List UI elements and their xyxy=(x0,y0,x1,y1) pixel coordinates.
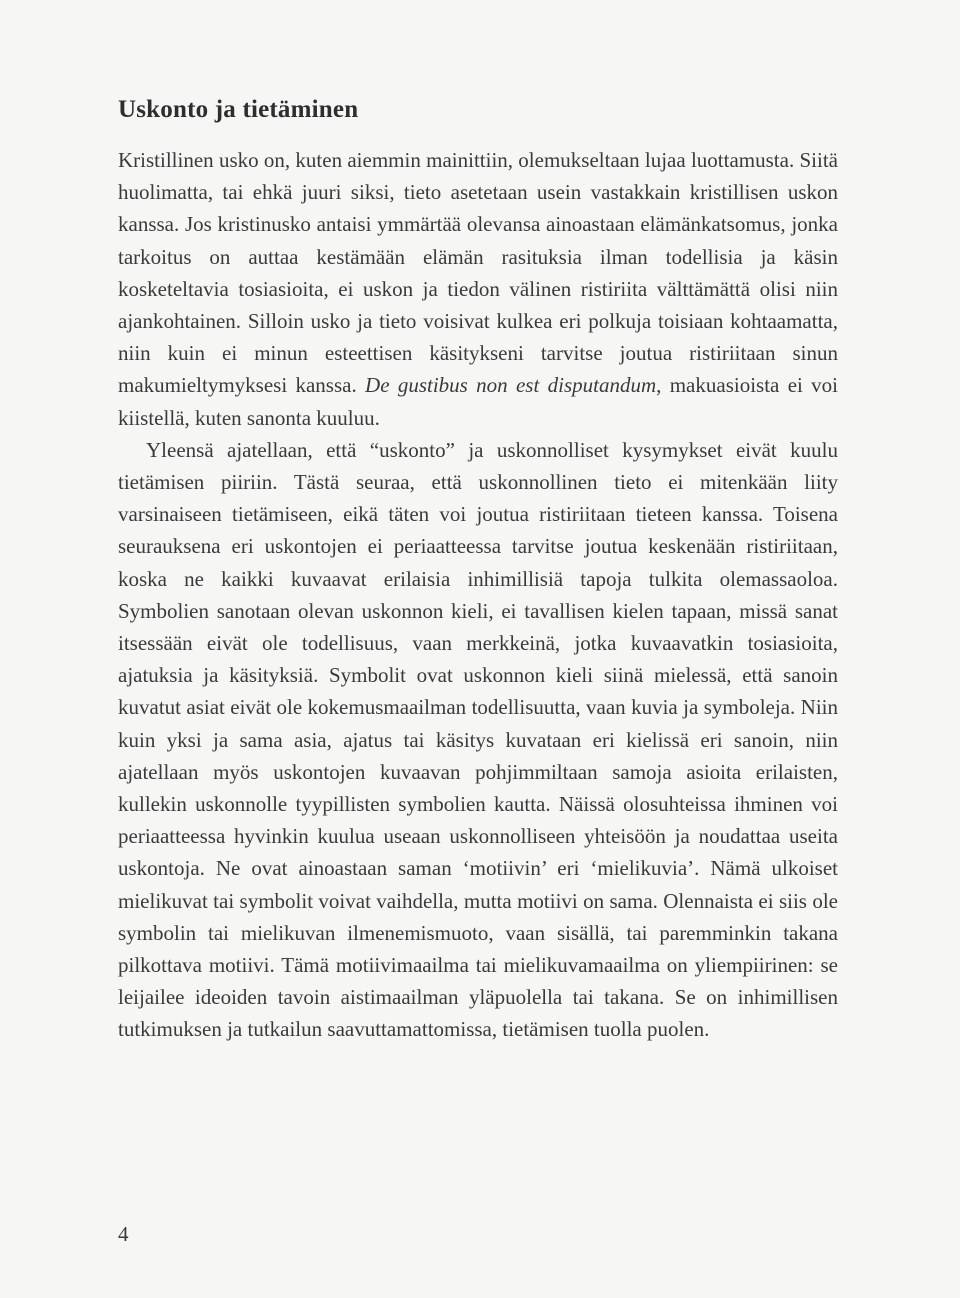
paragraph-1-text-end: , makuasioista ei voi kiistellä, kuten sanonta kuuluu. xyxy=(118,373,838,430)
paragraph-1 xyxy=(118,144,838,434)
page-number: 4 xyxy=(118,1222,129,1246)
section-heading: Uskonto ja tietäminen xyxy=(118,96,359,123)
body-text xyxy=(118,144,838,1046)
latin-phrase: De gustibus non est disputandum xyxy=(365,373,657,398)
paragraph-1-text-start: Kristillinen usko on, kuten aiemmin mainittiin, olemukseltaan lujaa luottamusta. Siitä huolimatta, tai ehkä juuri siksi, tieto asetetaan usein vastakkain kristillisen uskon kanssa. Jos kristinusko antaisi ymmärtää olevansa ainoastaan elämänkatsomus, jonka tarkoitus on auttaa kestämään elämän rasituksia ilman todellisia ja käsin kosketeltavia tosiasioita, ei uskon ja tiedon välinen ristiriita välttämättä olisi niin ajankohtainen. Silloin usko ja tieto voisivat kulkea eri polkuja toisiaan kohtaamatta, niin kuin ei minun esteettisen käsitykseni tarvitse joutua ristiriitaan sinun makumieltymyksesi kanssa. xyxy=(118,148,838,398)
paragraph-2: Yleensä ajatellaan, että “uskonto” ja uskonnolliset kysymykset eivät kuulu tietämisen piiriin. Tästä seuraa, että uskonnollinen tieto ei mitenkään liity varsinaiseen tietämiseen, eikä täten voi joutua ristiriitaan tieteen kanssa. Toisena seurauksena eri uskontojen ei periaatteessa tarvitse joutua keskenään ristiriitaan, koska ne kaikki kuvaavat erilaisia inhimillisiä tapoja tulkita olemassaoloa. Symbolien sanotaan olevan uskonnon kieli, ei tavallisen kielen tapaan, missä sanat itsessään eivät ole todellisuus, vaan merkkeinä, jotka kuvaavatkin tosiasioita, ajatuksia ja käsityksiä. Symbolit ovat uskonnon kieli siinä mielessä, että sanoin kuvatut asiat eivät ole kokemusmaailman todellisuutta, vaan kuvia ja symboleja. Niin kuin yksi ja sama asia, ajatus tai käsitys kuvataan eri kielissä eri sanoin, niin ajatellaan myös uskontojen kuvaavan pohjimmiltaan samoja asioita erilaisten, kullekin uskonnolle tyypillisten symbolien kautta. Näissä olosuhteissa ihminen voi periaatteessa hyvinkin kuulua useaan uskonnolliseen yhteisöön ja noudattaa useita uskontoja. Ne ovat ainoastaan saman ‘motiivin’ eri ‘mielikuvia’. Nämä ulkoiset mielikuvat tai symbolit voivat vaihdella, mutta motiivi on sama. Olennaista ei siis ole symbolin tai mielikuvan ilmenemismuoto, vaan sisällä, tai paremminkin takana pilkottava motiivi. Tämä motiivimaailma tai mielikuvamaailma on yliempiirinen: se leijailee ideoiden tavoin aistimaailman yläpuolella tai takana. Se on inhimillisen tutkimuksen ja tutkailun saavuttamattomissa, tietämisen tuolla puolen. xyxy=(118,437,838,1042)
